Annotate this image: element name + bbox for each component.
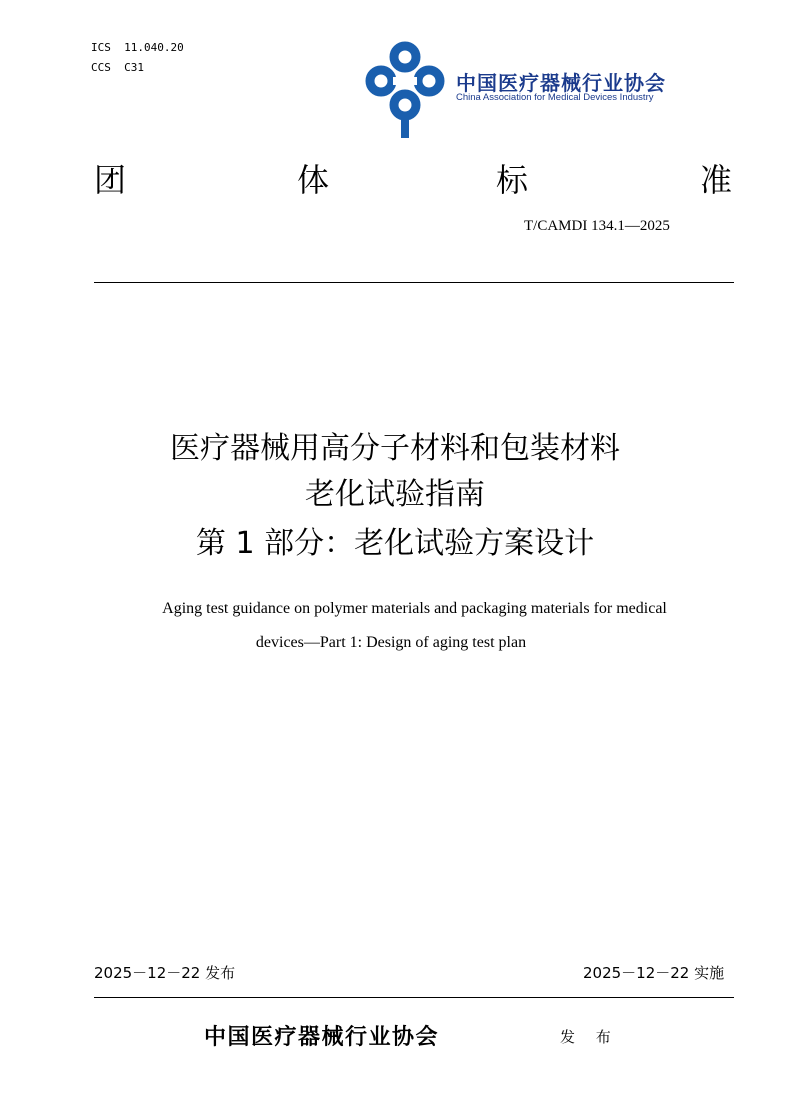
title-en-line: devices—Part 1: Design of aging test plan — [255, 634, 527, 651]
doc-type-char: 团 — [94, 161, 127, 199]
implementation-date: 2025－12－22 实施 — [583, 964, 725, 982]
doc-type-char: 体 — [297, 161, 330, 199]
publisher-name: 中国医疗器械行业协会 — [204, 1025, 440, 1050]
organization-name-en: China Association for Medical Devices Industry — [456, 92, 654, 103]
ccs-code: CCS C31 — [91, 61, 144, 74]
title-cn-line: 老化试验指南 — [305, 477, 485, 512]
top-divider — [94, 282, 734, 283]
title-cn-line: 第 1 部分：老化试验方案设计 — [195, 526, 595, 561]
title-en-line: Aging test guidance on polymer materials and packaging materials for medical — [162, 600, 667, 617]
association-logo-icon — [364, 40, 446, 140]
doc-type-char: 准 — [700, 161, 733, 199]
organization-name-cn: 中国医疗器械行业协会 — [456, 71, 666, 95]
standard-number: T/CAMDI 134.1—2025 — [524, 218, 670, 234]
ics-code: ICS 11.040.20 — [91, 41, 184, 54]
issue-date: 2025－12－22 发布 — [94, 964, 236, 982]
bottom-divider — [94, 997, 734, 998]
title-cn-line: 医疗器械用高分子材料和包装材料 — [170, 431, 620, 466]
publisher-suffix: 发 布 — [560, 1028, 619, 1046]
doc-type-char: 标 — [496, 161, 529, 199]
